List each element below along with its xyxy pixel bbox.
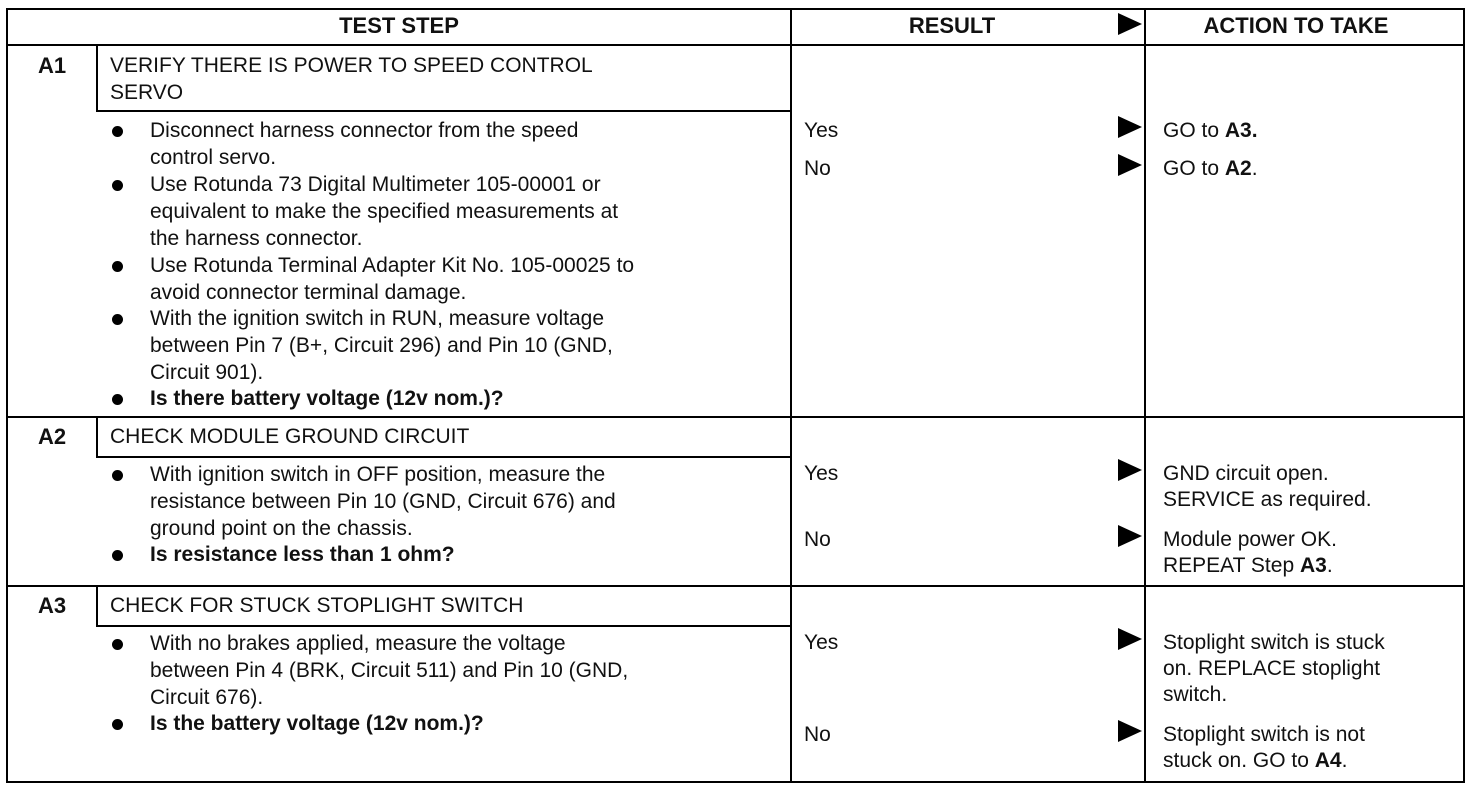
step-title: CHECK MODULE GROUND CIRCUIT — [110, 425, 470, 448]
id-divider — [96, 416, 98, 458]
arrow-right-icon — [1118, 116, 1142, 138]
arrow-right-icon — [1118, 13, 1142, 35]
step-instruction: Use Rotunda Terminal Adapter Kit No. 105-00025 to — [150, 254, 635, 277]
header-result: RESULT — [908, 13, 996, 38]
step-id: A3 — [38, 593, 67, 618]
step-instruction: Circuit 676). — [150, 686, 264, 709]
step-divider — [6, 585, 1465, 587]
step-instruction: between Pin 7 (B+, Circuit 296) and Pin 10 (GND, — [150, 334, 613, 357]
action-prefix: GO to — [1163, 157, 1225, 180]
step-instruction: ground point on the chassis. — [150, 517, 413, 540]
title-underline — [96, 110, 792, 112]
action-text — [1163, 553, 1333, 580]
arrow-right-icon — [1118, 459, 1142, 481]
action-text — [1163, 118, 1258, 145]
action-prefix: REPEAT Step — [1163, 554, 1300, 577]
step-id: A2 — [38, 424, 67, 449]
table-border-left — [6, 8, 8, 783]
arrow-right-icon — [1118, 628, 1142, 650]
step-divider — [6, 416, 1465, 418]
arrow-right-icon — [1118, 525, 1142, 547]
step-reference: A2 — [1224, 157, 1252, 180]
bullet-icon — [112, 261, 123, 272]
result-column-divider — [790, 8, 792, 783]
step-instruction: avoid connector terminal damage. — [150, 281, 467, 304]
action-text: switch. — [1163, 683, 1228, 706]
step-instruction: With ignition switch in OFF position, measure the — [150, 463, 606, 486]
step-instruction: With the ignition switch in RUN, measure voltage — [150, 307, 605, 330]
action-text — [1163, 748, 1347, 775]
step-title: SERVO — [110, 81, 184, 104]
step-reference: A3 — [1299, 554, 1327, 577]
action-text: Module power OK. — [1163, 528, 1337, 551]
bullet-icon — [112, 314, 123, 325]
action-text: GND circuit open. — [1163, 462, 1329, 485]
arrow-right-icon — [1118, 720, 1142, 742]
result-yes: Yes — [804, 119, 839, 142]
action-text: SERVICE as required. — [1163, 488, 1372, 511]
result-no: No — [804, 528, 831, 551]
step-question: Is the battery voltage (12v nom.)? — [150, 712, 484, 735]
header-test-step: TEST STEP — [339, 13, 459, 38]
step-reference: A4 — [1314, 749, 1342, 772]
step-instruction: between Pin 4 (BRK, Circuit 511) and Pin 10 (GND, — [150, 659, 629, 682]
action-text: Stoplight switch is not — [1163, 723, 1365, 746]
action-text: Stoplight switch is stuck — [1163, 631, 1385, 654]
bullet-icon — [112, 550, 123, 561]
step-instruction: With no brakes applied, measure the voltage — [150, 632, 566, 655]
header-divider — [6, 44, 1465, 46]
id-divider — [96, 585, 98, 627]
result-no: No — [804, 157, 831, 180]
step-instruction: Disconnect harness connector from the speed — [150, 119, 579, 142]
id-divider — [96, 44, 98, 112]
bullet-icon — [112, 719, 123, 730]
step-instruction: control servo. — [150, 146, 277, 169]
bullet-icon — [112, 394, 123, 405]
arrow-right-icon — [1118, 154, 1142, 176]
result-yes: Yes — [804, 631, 839, 654]
action-text: on. REPLACE stoplight — [1163, 657, 1381, 680]
bullet-icon — [112, 180, 123, 191]
step-reference: A3. — [1224, 119, 1258, 142]
result-no: No — [804, 723, 831, 746]
step-instruction: resistance between Pin 10 (GND, Circuit 676) and — [150, 490, 616, 513]
action-suffix: . — [1326, 554, 1333, 577]
bullet-icon — [112, 126, 123, 137]
action-suffix: . — [1251, 157, 1258, 180]
step-title: VERIFY THERE IS POWER TO SPEED CONTROL — [110, 54, 593, 77]
action-suffix: . — [1341, 749, 1348, 772]
table-border-top — [6, 8, 1465, 10]
bullet-icon — [112, 639, 123, 650]
step-instruction: equivalent to make the specified measurements at — [150, 200, 619, 223]
title-underline — [96, 625, 792, 627]
header-action: ACTION TO TAKE — [1203, 13, 1389, 38]
action-column-divider — [1144, 8, 1146, 783]
step-id: A1 — [38, 53, 67, 78]
result-yes: Yes — [804, 462, 839, 485]
step-question: Is there battery voltage (12v nom.)? — [150, 387, 504, 410]
step-question: Is resistance less than 1 ohm? — [150, 543, 455, 566]
step-title: CHECK FOR STUCK STOPLIGHT SWITCH — [110, 594, 524, 617]
title-underline — [96, 456, 792, 458]
step-instruction: Use Rotunda 73 Digital Multimeter 105-00001 or — [150, 173, 601, 196]
table-border-bottom — [6, 781, 1465, 783]
action-prefix: GO to — [1163, 119, 1225, 142]
bullet-icon — [112, 470, 123, 481]
action-prefix: stuck on. GO to — [1163, 749, 1315, 772]
table-border-right — [1463, 8, 1465, 783]
step-instruction: Circuit 901). — [150, 361, 264, 384]
action-text — [1163, 156, 1258, 183]
step-instruction: the harness connector. — [150, 227, 363, 250]
